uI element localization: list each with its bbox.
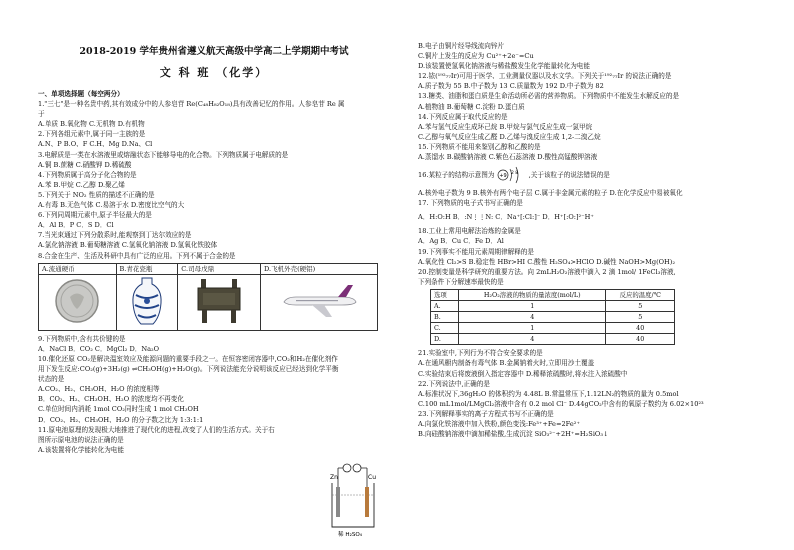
answer-options: A.质子数为 55 B.中子数为 13 C.质量数为 192 D.中子数为 82	[418, 82, 604, 91]
q8-option-label: B.青花瓷瓶	[116, 263, 178, 274]
bronze-ding-image	[178, 274, 261, 330]
answer-option: A.该装置将化学能转化为电能	[38, 445, 124, 454]
question-line: 9.下列物质中,含有共价键的是	[38, 334, 126, 343]
question-line: 用下发生反应:CO₂(g)+3H₂(g) ⇌CH₃OH(g)+H₂O(g)。下列说法能充分说明该反应已经达到化学平衡	[38, 365, 339, 374]
shell-electrons: 2 8	[510, 171, 518, 177]
exam-title: 2018-2019 学年贵州省遵义航天高级中学高二上学期期中考试	[79, 46, 349, 57]
table-header: 选项	[431, 289, 459, 300]
answer-options: A.苯与氢气反应生成环己烷 B.甲烷与氯气反应生成一氯甲烷	[418, 122, 593, 131]
table-row	[431, 300, 675, 311]
q16-text: 16.某粒子的结构示意图为	[418, 171, 495, 180]
q16-line	[418, 162, 774, 188]
answer-option: C.单位时间内消耗 1mol CO₂同时生成 1 mol CH₃OH	[38, 405, 199, 414]
question-line: 21.实验室中,下列行为不符合安全要求的是	[418, 349, 543, 358]
cu-electrode-label: Cu	[368, 474, 376, 481]
right-column	[418, 41, 774, 439]
answer-options: A．Al B．P C．S D．Cl	[38, 221, 114, 230]
answer-options: A.铜 B.蔗糖 C.硝酸钾 D.稀硫酸	[38, 160, 132, 169]
table-cell: C.	[431, 323, 459, 334]
table-header: H₂O₂溶液的物质的量浓度(mol/L)	[459, 289, 606, 300]
exam-subtitle: 文 科 班 （化学）	[159, 66, 269, 79]
question-line: 17. 下列物质的电子式书写正确的是	[418, 199, 523, 208]
question-line: 7.当光束通过下列分散系时,能观察到丁达尔效应的是	[38, 231, 192, 240]
table-cell: A.	[431, 300, 459, 311]
q16-text: ,关于该粒子的说法错误的是	[528, 171, 610, 180]
answer-option: B.电子由铜片经导线流向锌片	[418, 42, 505, 50]
solution-label: 稀 H₂SO₄	[338, 532, 363, 538]
answer-options: A．H:O:H B．:N⋮⋮N: C．Na⁺[:Cl:]⁻ D．H⁺[:O:]²⁻H⁺	[418, 213, 594, 222]
question-line: 18.工业上常用电解法冶炼的金属是	[418, 227, 521, 236]
answer-options: A.氧化性 Cl₂>S B.稳定性 HBr>HI C.酸性 H₂SO₄>HClO D.碱性 NaOH>Mg(OH)₂	[418, 257, 676, 266]
answer-options: A.有毒 B.无色气体 C.易溶于水 D.密度比空气的大	[38, 201, 185, 210]
answer-option: B．CO₂、H₂、CH₃OH、H₂O 的浓度均不再变化	[38, 395, 184, 404]
answer-options: C.乙醇与氧气反应生成乙醛 D.乙烯与溴反应生成 1,2-二溴乙烷	[418, 132, 601, 141]
left-column	[38, 0, 390, 455]
table-cell: 40	[606, 323, 675, 334]
answer-option: A.CO₂、H₂、CH₃OH、H₂O 的浓度相等	[38, 385, 160, 394]
answer-options: A.单质 B.氧化物 C.无机物 D.有机物	[38, 120, 145, 129]
question-line: 22.下列说法中,正确的是	[418, 379, 490, 388]
table-cell: 5	[606, 300, 675, 311]
answer-options: A.核外电子数为 9 B.核外有两个电子层 C.属于非金属元素的粒子 D.在化学反应中易被氧化	[418, 189, 683, 198]
galvanic-cell-diagram	[328, 461, 378, 541]
question-line: 10.催化还原 CO₂是解决温室效应及能源问题的重要手段之一。在恒容密闭容器中,CO₂和H₂在催化剂作	[38, 354, 338, 363]
question-line: 12.铱(¹⁹²₇₇Ir)可用于医学、工业测量仪器以及水文学。下列关于¹⁹²₇₇Ir 的说法正确的是	[418, 72, 672, 81]
table-row	[431, 334, 675, 345]
question-line: 于	[38, 110, 45, 119]
question-line: 4.下列物质属于高分子化合物的是	[38, 170, 137, 179]
answer-option: B.向硅酸钠溶液中滴加稀盐酸,生成沉淀 SiO₃²⁻+2H⁺=H₂SiO₃↓	[418, 430, 609, 439]
answer-options: A.蒸馏水 B.碳酸钠溶液 C.紫色石蕊溶液 D.酸性高锰酸钾溶液	[418, 153, 598, 162]
q8-option-label: A.流通硬币	[39, 263, 117, 274]
answer-options: C.100 mL1mol/LMgCl₂溶液中含有 0.2 mol Cl⁻ D.44gCO₂中含有的氧原子数约为 6.02×10²³	[418, 399, 704, 408]
porcelain-vase-image	[116, 274, 178, 330]
table-header: 反应的温度/℃	[606, 289, 675, 300]
answer-options: A.N、P B.O、F C.H、Mg D.Na、Cl	[38, 140, 153, 149]
table-row	[431, 312, 675, 323]
table-cell: 4	[459, 334, 606, 345]
question-line: 状态的是	[38, 375, 65, 384]
atom-structure-diagram	[497, 164, 527, 186]
answer-options: A.苯 B.甲烷 C.乙醇 D.聚乙烯	[38, 180, 125, 189]
question-line: 1."三七"是一种名贵中药,其有效成分中的人参皂苷 Re(C₄₈H₈₂O₁₈)具有改善记忆的作用。人参皂苷 Re 属	[38, 100, 345, 109]
table-cell: 4	[459, 312, 606, 323]
answer-options: A.植物油 B.葡萄糖 C.淀粉 D.蛋白质	[418, 102, 525, 111]
answer-options: A.在通风橱内制备有毒气体 B.金属钠着火时,立即用沙土覆盖	[418, 359, 595, 368]
table-cell: 40	[606, 334, 675, 345]
table-cell: D.	[431, 334, 459, 345]
section-heading: 一、单项选择题（每空两分）	[38, 90, 124, 98]
q20-data-table	[430, 289, 675, 345]
question-line: 2.下列各组元素中,属于同一主族的是	[38, 130, 146, 139]
table-row	[431, 323, 675, 334]
question-line: 下列条件下分解速率最快的是	[418, 277, 504, 286]
table-cell: 1	[459, 323, 606, 334]
answer-options: A．NaCl B．CO₂ C．MgCl₂ D．Na₂O	[38, 344, 160, 353]
question-line: 19.下列事实不能用元素周期律解释的是	[418, 247, 534, 256]
answer-option: D．CO₂、H₂、CH₃OH、H₂O 的分子数之比为 1:3:1:1	[38, 415, 204, 424]
answer-option: A.向氯化铁溶液中加入铁粉,颜色变浅:Fe³⁺+Fe=2Fe²⁺	[418, 420, 580, 428]
nucleus-charge: +9	[498, 173, 507, 180]
question-line: 图所示原电池的说法正确的是	[38, 435, 124, 444]
question-line: 20.控制变量是科学研究的重要方法。向 2mLH₂O₂溶液中滴入 2 滴 1mol/ 1FeCl₃溶液,	[418, 267, 676, 276]
answer-options: A.标准状况下,36gH₂O 的体积约为 4.48L B.常温常压下,1.12LN₂的物质的量为 0.5mol	[418, 389, 679, 398]
answer-options: C.实验结束后将废液倒入指定容器中 D.稀释浓硫酸时,将水注入浓硫酸中	[418, 369, 628, 378]
answer-option: D.该装置使氢氧化钠溶液与稀盐酸发生化学能量转化为电能	[418, 62, 590, 71]
question-line: 14.下列反应属于取代反应的是	[418, 112, 508, 121]
question-line: 15.下列物质不能用来鉴别乙醇和乙酸的是	[418, 142, 541, 151]
table-cell: B.	[431, 312, 459, 323]
zn-electrode-label: Zn	[330, 474, 338, 481]
answer-options: A．Ag B．Cu C．Fe D．Al	[418, 237, 504, 246]
answer-options: A.氯化钠溶液 B.葡萄糖溶液 C.氢氧化钠溶液 D.氢氧化铁胶体	[38, 241, 218, 250]
question-line: 23.下列解释事实的离子方程式书写不正确的是	[418, 409, 554, 418]
answer-option: C.铜片上发生的反应为 Cu²⁺+2e⁻=Cu	[418, 52, 534, 61]
q8-option-label: D.飞机外壳(硬铝)	[261, 263, 378, 274]
question-line: 13.糖类、油脂和蛋白质是生命活动所必需的营养物质。下列物质中不能发生水解反应的是	[418, 92, 680, 101]
table-cell: 1	[459, 300, 606, 311]
table-cell: 5	[606, 312, 675, 323]
question-line: 5.下列关于 NO₂ 性质的描述不正确的是	[38, 190, 155, 199]
q8-image-table	[38, 263, 378, 331]
question-line: 6.下列同周期元素中,原子半径最大的是	[38, 211, 152, 220]
question-line: 8.合金在生产、生活及科研中具有广泛的应用。下列不属于合金的是	[38, 251, 236, 260]
coin-image	[39, 274, 117, 330]
question-line: 11.原电池原理的发现极大地推进了现代化的进程,改变了人们的生活方式。关于右	[38, 425, 275, 434]
q8-option-label: C.司母戊鼎	[178, 263, 261, 274]
airplane-image	[261, 274, 378, 330]
question-line: 3.电解质是一类在水溶液里或熔融状态下能够导电的化合物。下列物质属于电解质的是	[38, 150, 289, 159]
